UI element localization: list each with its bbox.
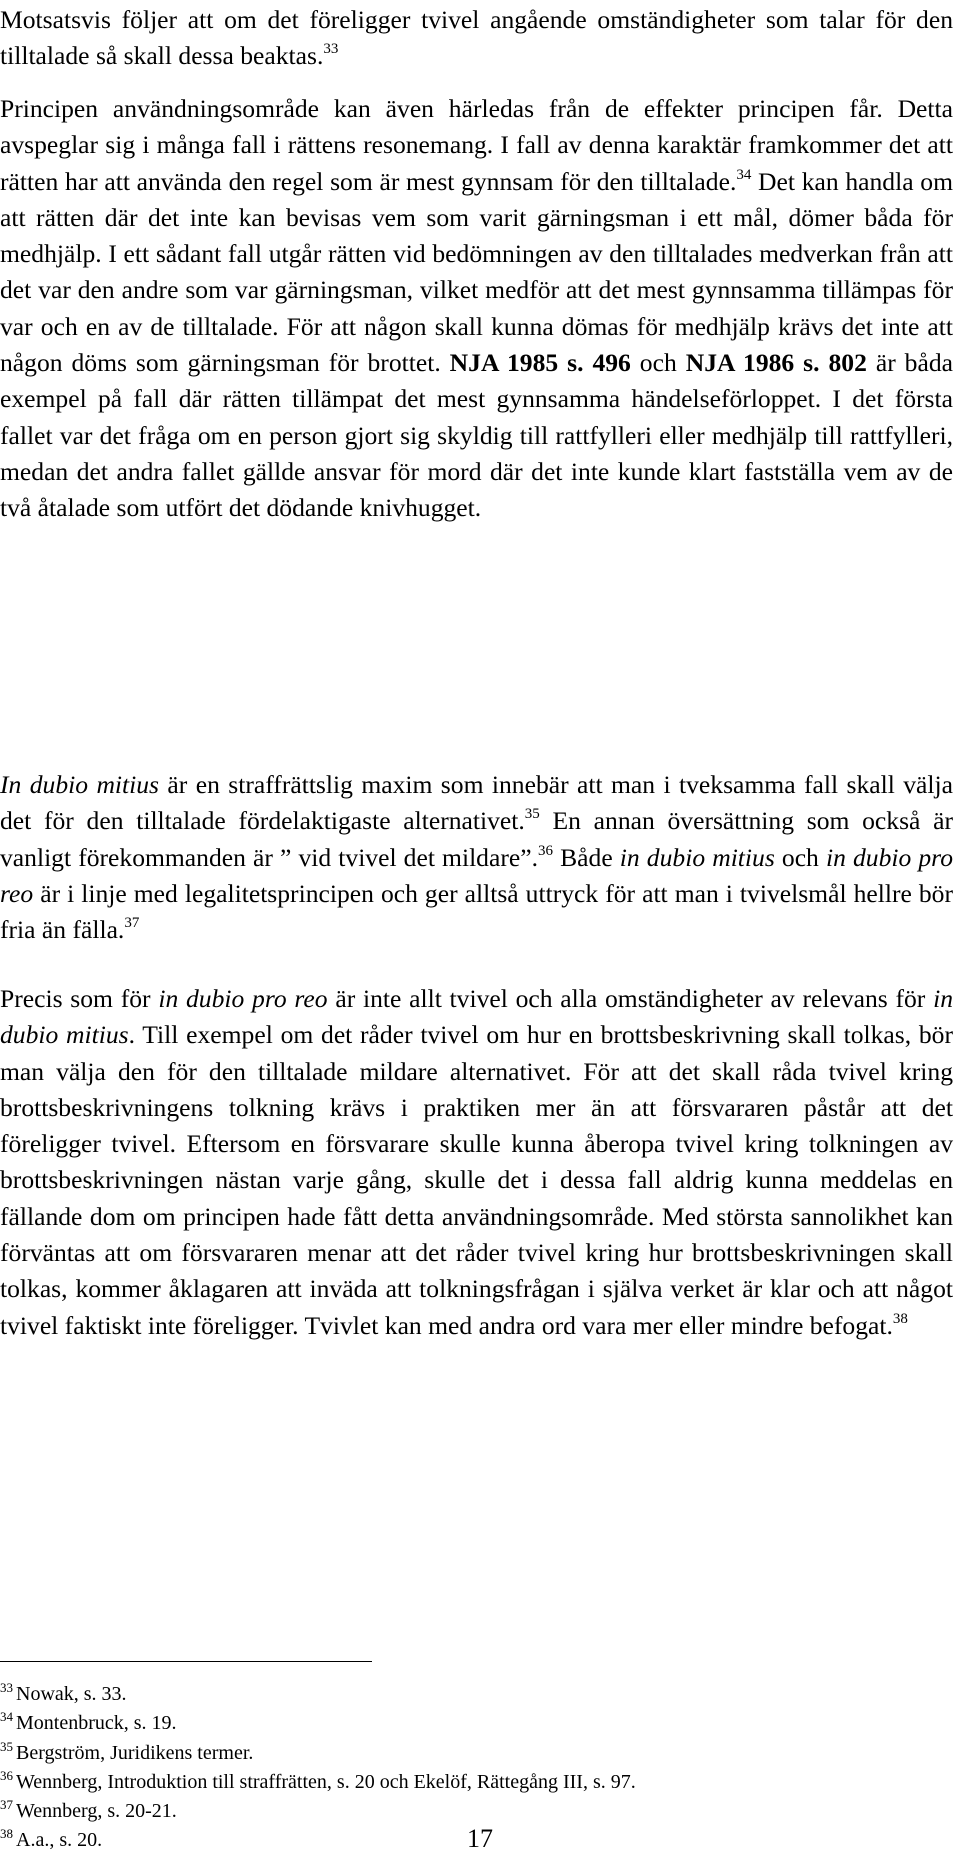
footnote-text: Nowak, s. 33. [16,1683,127,1705]
paragraph-text: Precis som för [0,984,159,1013]
footnote-text: A.a., s. 20. [16,1829,103,1852]
paragraph-text: . Till exempel om det råder tvivel om hur en brottsbeskrivning skall tolkas, bör man välja den för den tilltalade mildare alternativet. För att det skall råda tvivel kring brottsbeskrivningens tolkning krävs i praktiken mer än att försvararen påstår att det föreligger tvivel. Eftersom en försvarare skulle kunna åberopa tvivel kring tolkningen av brottsbeskrivningen nästan varje gång, skulle det i dessa fall aldrig kunna meddelas en fällande dom om principen hade fått detta användningsområde. Med största sannolikhet kan förväntas att om försvararen menar att det råder tvivel kring hur brottsbeskrivningen skall tolkas, kommer åklagaren att inväda att tolkningsfrågan i själva verket är klar och att något tvivel faktiskt inte föreligger. Tvivlet kan med andra ord vara mer eller mindre befogat. [0,1020,953,1340]
paragraph-2 [0,91,953,527]
footnote [0,1797,636,1826]
section-heading [0,670,96,726]
footnote-ref-38: 38 [892,1310,908,1327]
footnote-ref-35: 35 [524,806,540,823]
paragraph-text: En annan översättning som också är vanligt förekommanden är ” vid tvivel det mildare”. [0,806,953,872]
paragraph-text: är en straffrättslig maxim som innebär att man i tveksamma fall skall välja det för den tilltalade fördelaktigaste alternativet. [0,770,953,836]
paragraph-text: är i linje med legalitetsprincipen och ger alltså uttryck för att man i tvivelsmål hellre bör fria än fälla. [0,878,953,945]
footnote-number: 33 [0,1680,13,1695]
footnote-ref-33: 33 [323,41,339,58]
paragraph-text: och [774,842,826,872]
paragraph-text: Det kan handla om att rätten där det inte kan bevisas vem som varit gärningsman i ett mål, dömer båda för medhjälp. I ett sådant fall utgår rätten vid bedömningen av den tilltalades medverkan från att det var den andre som var gärningsman, vilket medför att det mest gynnsamma tillämpas för var och en av de tilltalade. För att någon skall kunna dömas för medhjälp krävs det inte att någon döms som gärningsman för brottet. [0,166,953,378]
footnote-number: 34 [0,1709,13,1725]
paragraph-1 [0,2,953,75]
case-reference: NJA 1986 s. 802 [685,348,867,378]
footnote-ref-37: 37 [124,915,140,932]
footnote [0,1709,636,1738]
footnote-ref-36: 36 [537,842,553,859]
paragraph-text: Principen användningsområde kan även härledas från de effekter principen får. Detta avspeglar sig i många fall i rättens resonemang. I fall av denna karaktär framkommer det att rätten har att använda den regel som är mest gynnsam för den tilltalade. [0,94,953,196]
latin-term: in dubio mitius [619,842,775,872]
footnote-text: Wennberg, Introduktion till straffrätten, s. 20 och Ekelöf, Rättegång III, s. 97. [16,1770,636,1793]
page-number: 17 [467,1824,493,1853]
footnote-text: Bergström, Juridikens termer. [16,1741,254,1764]
footnote-divider [0,1661,372,1662]
latin-term: in dubio pro reo [0,842,953,908]
paragraph-3 [0,767,953,948]
paragraph-text: Motsatsvis följer att om det föreligger tvivel angående omständigheter som talar för den tilltalade så skall dessa beaktas. [0,5,953,71]
footnote-ref-34: 34 [736,166,752,183]
paragraph-text: och [630,348,686,378]
footnote-number: 36 [0,1767,13,1783]
footnote-number: 38 [0,1826,13,1842]
latin-term: in dubio mitius [0,984,954,1050]
paragraph-text: Både [552,842,620,872]
footnote [0,1680,636,1709]
footnote-text: Montenbruck, s. 19. [16,1712,177,1735]
footnote-number: 35 [0,1738,13,1754]
paragraph-4 [0,981,953,1344]
case-reference: NJA 1985 s. 496 [449,348,631,378]
footnote [0,1768,636,1797]
latin-term: in dubio pro reo [158,984,328,1013]
paragraph-text: är båda exempel på fall där rätten tillämpat det mest gynnsamma händelseförloppet. I det första fallet var det fråga om en person gjort sig skyldig till rattfylleri eller medhjälp till rattfylleri, medan det andra fallet gällde ansvar för mord där det inte kunde klart fastställa vem av de två åtalade som utfört det dödande knivhugget. [0,348,954,523]
latin-term: In dubio mitius [0,770,160,799]
paragraph-text: är inte allt tvivel och alla omständigheter av relevans för [327,984,934,1013]
footnote-number: 37 [0,1797,13,1813]
footnote-text: Wennberg, s. 20-21. [16,1800,177,1823]
footnote [0,1739,636,1768]
